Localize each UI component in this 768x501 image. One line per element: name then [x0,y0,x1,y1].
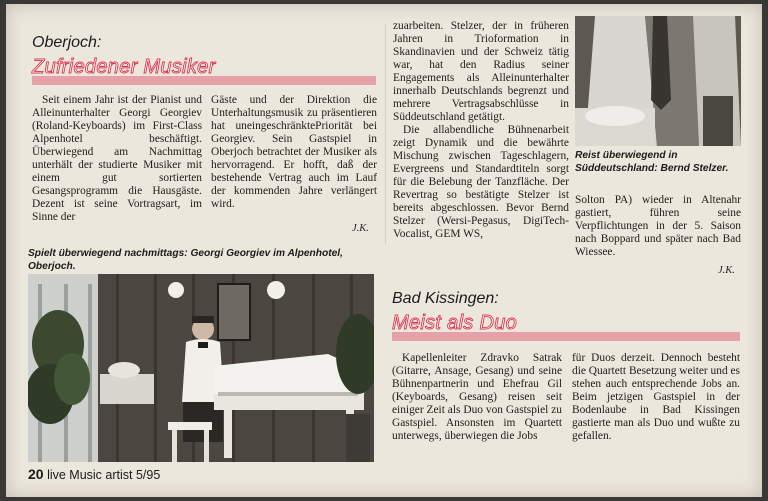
pianist-illustration [28,274,374,462]
page-number: 20 [28,466,44,482]
column-rule-1 [385,24,386,244]
photo-caption-georgiev: Spielt überwiegend nachmittags: Georgi Georgiev im Alpenhotel, Oberjoch. [28,248,343,272]
headline-zufriedener-musiker: Zufriedener Musiker [32,56,216,78]
magazine-issue: live Music artist 5/95 [47,468,161,482]
column3-text [393,20,569,241]
kicker-oberjoch: Oberjoch: [32,34,102,51]
photo-pianist-georgiev [28,274,374,462]
photo-bernd-stelzer [575,16,741,146]
column3-paragraph2: Die allabendliche Bühnenarbeit zeigt Dynamik und die bewährte Mischung zwischen Tageschlagern, Evergreens und Standardtiteln sorgt für die Belebung der Tanzfläche. Der Revertrag so bestätigte Stelzer ist bereits abgeschlossen. Bevor Bernd Stelzer (Wersi-Pegasus, DigiTech-Vocalist, GEM WS, [393,124,569,240]
article2-column1: Kapellenleiter Zdravko Satrak (Gitarre, Ansage, Gesang) und seine Bühnenpartnerin und Ehefrau Gil (Keyboards, Gesang) reisen seit einiger Zeit als Duo von Gastspiel zu Gastspiel. Ansonsten im Quartett unterwegs, überwiegen die Jobs [392,352,562,442]
page-footer [28,466,160,482]
magazine-page [6,4,762,497]
article2-column2: für Duos derzeit. Dennoch besteht die Quartett Besetzung weiter und es stehen auch entsprechende Jobs an. Beim jetzigen Gastspiel in der Bodenlaube in Bad Kissingen gastierte man als Duo und wußte zu gefallen. [572,352,740,442]
article1-signature: J.K. [352,223,369,234]
column4-signature: J.K. [718,265,735,276]
stelzer-illustration [575,16,741,146]
headline-meist-als-duo: Meist als Duo [392,312,518,334]
kicker-bad-kissingen: Bad Kissingen: [392,290,499,307]
column3-paragraph1: zuarbeiten. Stelzer, der in früheren Jahren in Trioformation in Skandinavien und der Schweiz tätig war, hat den Radius seiner Engagements als Alleinunterhalter innerhalb Deutschlands begrenzt und mehrere Vertragsabschlüsse in Süddeutschland getätigt. [393,20,569,123]
article1-column1: Seit einem Jahr ist der Pianist und Alleinunterhalter Georgi Georgiev (Roland-Keyboards) im First-Class Alpenhotel beschäftigt. Überwiegend am Nachmittag unterhält der studierte Musiker mit einem gut sortierten Gesangsprogramm die Hausgäste. Dezent ist seine Vortragsart, im Sinne der [32,94,202,223]
article1-column2: Gäste und der Direktion die Unterhaltungsmusik zu präsentieren hat uneingeschränktePriorität bei Georgiev. Sein Gastspiel in Oberjoch betrachtet der Musiker als hervorragend. Er hofft, daß der bestehende Vertrag auch im Lauf der kommenden Jahre verlängert wird. [211,94,377,210]
photo-caption-stelzer: Reist überwiegend in Süddeutschland: Bernd Stelzer. [575,150,729,174]
column4-text: Solton PA) wieder in Altenahr gastiert, führen seine Verpflichtungen in der 5. Saison nach Boppard und später nach Bad Wiessee. [575,194,741,258]
